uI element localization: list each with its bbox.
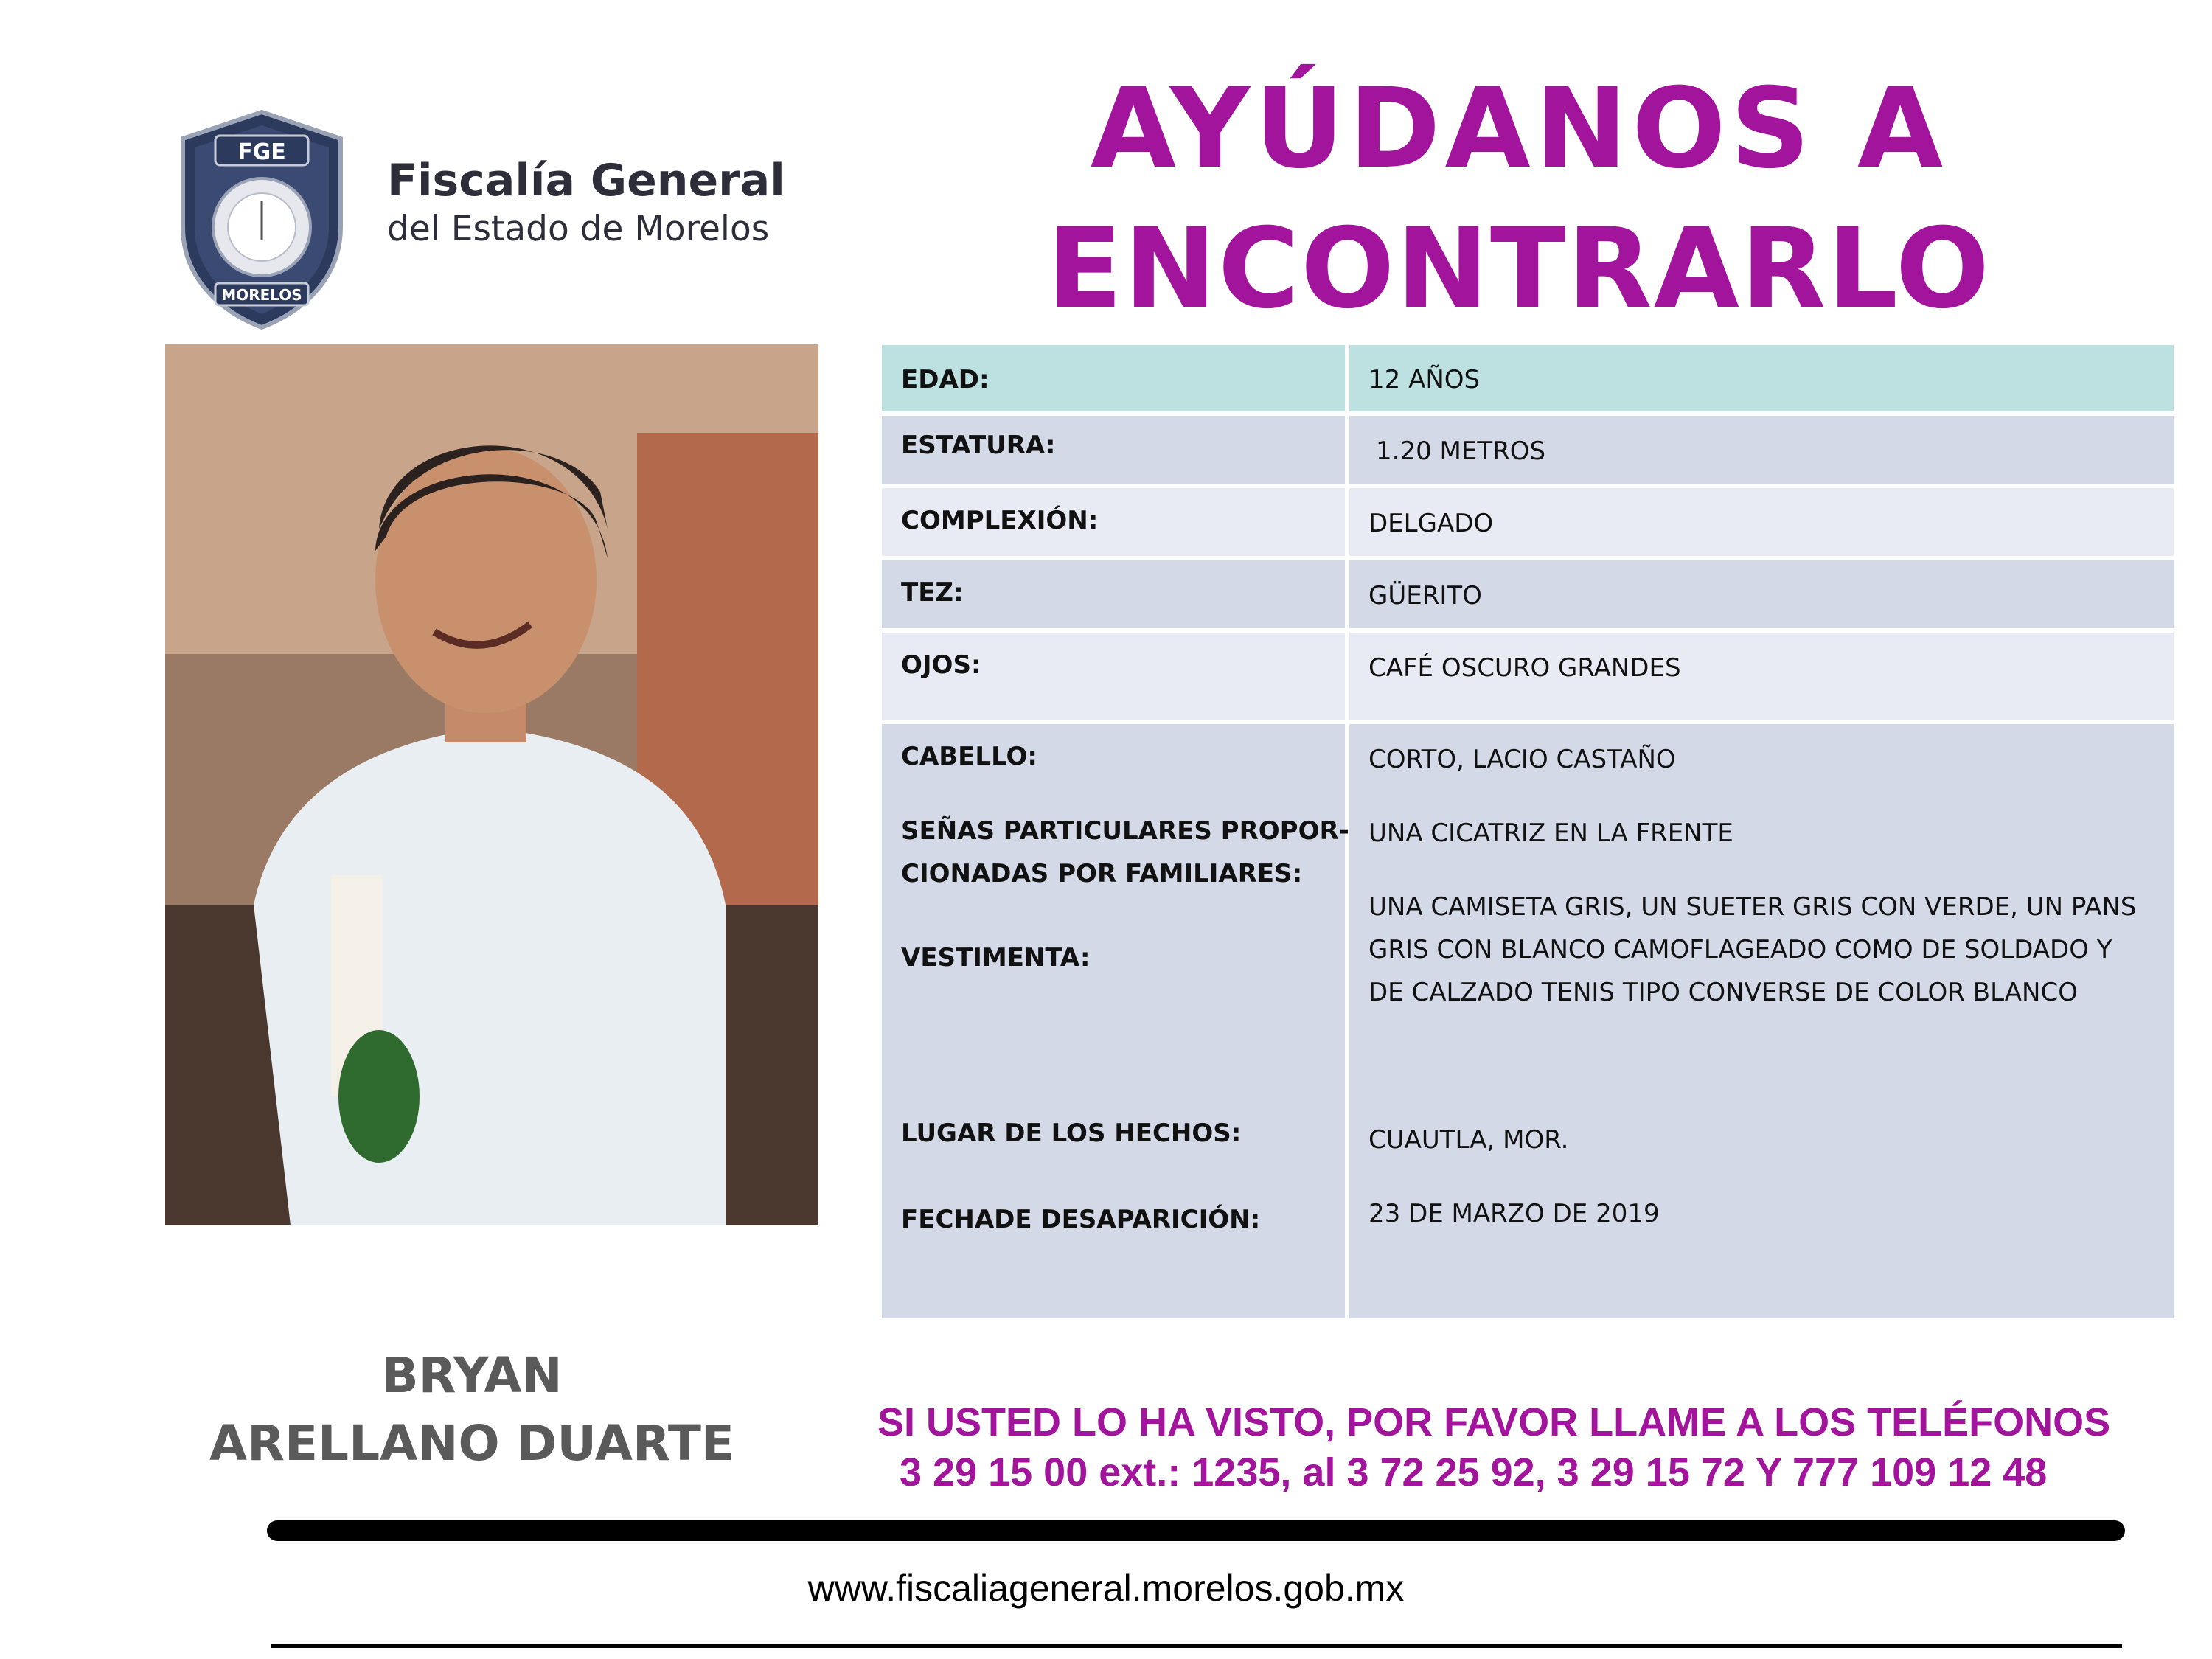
cta-phone-numbers: 3 29 15 00 ext.: 1235, al 3 72 25 92, 3 29 15 72 Y 777 109 12 48: [900, 1450, 2048, 1495]
value-vestimenta-line1: UNA CAMISETA GRIS, UN SUETER GRIS CON VERDE, UN PANS: [1368, 892, 2137, 922]
value-ojos: CAFÉ OSCURO GRANDES: [1368, 653, 1681, 683]
svg-text:FGE: FGE: [237, 139, 286, 165]
org-name-line2: del Estado de Morelos: [387, 209, 770, 249]
website-link[interactable]: www.fiscaliageneral.morelos.gob.mx: [807, 1568, 1405, 1609]
label-lugar: LUGAR DE LOS HECHOS:: [901, 1119, 1242, 1148]
headline-line1: AYÚDANOS A: [1090, 65, 1948, 193]
label-tez: TEZ:: [901, 578, 964, 608]
organization-name: [387, 155, 785, 252]
value-estatura: 1.20 METROS: [1376, 437, 1546, 466]
label-senas-line1: SEÑAS PARTICULARES PROPOR-: [901, 816, 1349, 846]
divider-thin: [271, 1644, 2122, 1648]
label-estatura: ESTATURA:: [901, 431, 1056, 460]
shield-icon: [177, 109, 347, 330]
row-edad: [882, 345, 2174, 411]
headline-line2: ENCONTRARLO: [1046, 205, 1992, 333]
value-lugar: CUAUTLA, MOR.: [1368, 1125, 1569, 1155]
headline: [981, 59, 2057, 339]
call-to-action: [877, 1397, 2110, 1498]
label-edad: EDAD:: [901, 365, 990, 394]
row-details-block: [882, 724, 2174, 1318]
svg-text:MORELOS: MORELOS: [221, 286, 302, 304]
row-estatura: [882, 416, 2174, 484]
value-tez: GÜERITO: [1368, 581, 1482, 611]
value-vestimenta-line2: GRIS CON BLANCO CAMOFLAGEADO COMO DE SOLDADO Y: [1368, 935, 2112, 964]
fge-badge-logo: [177, 109, 347, 330]
row-ojos: [882, 633, 2174, 720]
missing-person-photo: [165, 344, 818, 1225]
divider-thick: [267, 1520, 2125, 1541]
row-complexion: [882, 488, 2174, 556]
value-senas: UNA CICATRIZ EN LA FRENTE: [1368, 818, 1733, 848]
label-fecha: FECHADE DESAPARICIÓN:: [901, 1205, 1261, 1234]
label-ojos: OJOS:: [901, 650, 981, 680]
label-cabello: CABELLO:: [901, 742, 1038, 771]
org-name-line1: Fiscalía General: [387, 155, 785, 206]
label-complexion: COMPLEXIÓN:: [901, 506, 1099, 535]
person-last-names: ARELLANO DUARTE: [209, 1415, 734, 1472]
value-vestimenta-line3: DE CALZADO TENIS TIPO CONVERSE DE COLOR BLANCO: [1368, 978, 2078, 1007]
value-edad: 12 AÑOS: [1368, 365, 1481, 394]
value-cabello: CORTO, LACIO CASTAÑO: [1368, 745, 1676, 774]
label-senas-line2: CIONADAS POR FAMILIARES:: [901, 859, 1303, 888]
label-vestimenta: VESTIMENTA:: [901, 943, 1091, 973]
person-name: [147, 1342, 796, 1478]
value-complexion: DELGADO: [1368, 509, 1494, 538]
person-photo-icon: [165, 344, 818, 1225]
value-fecha: 23 DE MARZO DE 2019: [1368, 1199, 1660, 1228]
row-tez: [882, 560, 2174, 628]
person-first-name: BRYAN: [381, 1347, 563, 1404]
cta-line1: SI USTED LO HA VISTO, POR FAVOR LLAME A LOS TELÉFONOS: [877, 1400, 2111, 1444]
